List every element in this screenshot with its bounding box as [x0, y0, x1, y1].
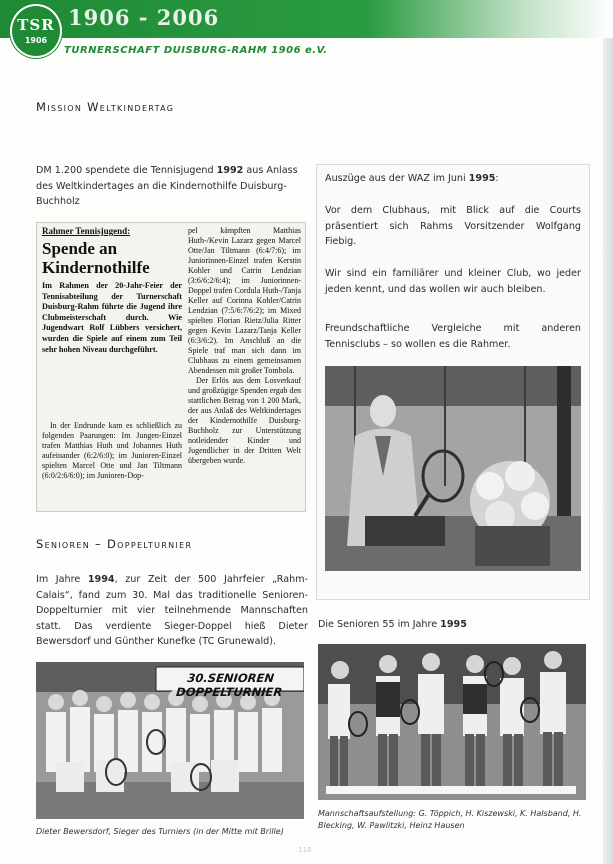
- waz-excerpt-box: [316, 164, 590, 600]
- logo-year: 1906: [24, 36, 48, 45]
- intro-year: 1992: [216, 165, 244, 176]
- clipping-p1-text: In der Endrunde kam es schließlich zu folgenden Paarungen: Im Jungen-Einzel trafen Matthias Huth und Johannes Huth aufeinander (6:2/6:0); im Junioren-Einzel spielten Marcel Otte und Jan Tiltmann (6:0/2:6/6:0); im Junioren-Dop-: [42, 421, 182, 480]
- seniors-caption: [318, 617, 598, 633]
- section-title-weltkindertag: Mission Weltkindertag: [36, 100, 175, 114]
- clipping-kicker: Rahmer Tennisjugend:: [42, 226, 131, 236]
- clipping-column-2: [188, 226, 301, 466]
- waz-quote-1: Vor dem Clubhaus, mit Blick auf die Courts präsentiert sich Rahms Vorsitzender Wolfgang Fiebig.: [325, 205, 581, 247]
- senioren-text-a: Im Jahre: [36, 574, 88, 585]
- clipping-p3-text: Der Erlös aus dem Losverkauf und großzügige Spenden ergab den stattlichen Betrag von 1 200 Mark, der aus Anlaß des Weltkindertages der Kindernothilfe Duisburg-Buchholz zur Unterstützung notleidender Kinder und Jugendlicher in der Dritten Welt übergeben wurde.: [188, 376, 301, 465]
- group-photo-caption: Dieter Bewersdorf, Sieger des Turniers (in der Mitte mit Brille): [36, 827, 284, 836]
- intro-text-a: DM 1.200 spendete die Tennisjugend: [36, 165, 217, 176]
- chairman-photo: [325, 366, 581, 571]
- clipping-headline: Spende an Kindernothilfe: [42, 239, 150, 277]
- club-logo: [10, 4, 62, 58]
- club-name: TURNERSCHAFT DUISBURG-RAHM 1906 e.V.: [64, 45, 328, 56]
- senioren-text-b: , zur Zeit der 500 Jahrfeier „Rahm-Calais“, fand zum 30. Mal das traditionelle Senioren-Doppelturnier mit vier teilnehmende Mannschaften statt. Das verdiente Sieger-Doppel hieß Dieter Bewersdorf und Günther Kunefke (TC Grunewald).: [36, 574, 309, 647]
- seniors-caption-text: Die Senioren 55 im Jahre: [318, 619, 441, 630]
- section-title-senioren: Senioren – Doppelturnier: [36, 537, 193, 551]
- clipping-p2-text: pel kämpften Matthias Huth-/Kevin Lazarz gegen Marcel Otte/Jan Tiltmann (6:4/7:6); im Juniorinnen-Einzel trafen Kerstin Kohler und Catrin Lendzian (3:6/6:2/6:4); im Juniorinnen-Doppel trafen Cordula Huth-/Tanja Keller auf Corinna Kohler/Catrin Lendzian (7:5/6:7/6:2); im Mixed spielten Florian Rietz/Julia Ritter gegen Kevin Lazarz/Tanja Keller (6:3/6:2). Im Anschluß an die Spiele traf man sich dann im Clubhaus zu einem gemeinsamen Abendessen mit großer Tombola.: [188, 226, 301, 375]
- tournament-group-photo: [36, 662, 304, 819]
- waz-quote-3: Freundschaftliche Vergleiche mit anderen Tennisclubs – so wollen es die Rahmer.: [325, 323, 581, 350]
- tournament-banner: 30.SENIOREN DOPPELTURNIER: [175, 671, 284, 699]
- intro-text-b: aus Anlass des Weltkindertages an die Kindernothilfe Duisburg-Buchholz: [36, 165, 298, 207]
- waz-year: 1995: [468, 173, 496, 184]
- seniors-caption-year: 1995: [440, 619, 467, 630]
- weltkindertag-intro: [36, 163, 304, 210]
- seniors-team-photo: [318, 644, 586, 800]
- senioren-year: 1994: [87, 574, 115, 585]
- waz-heading: [325, 171, 581, 187]
- waz-heading-text: Auszüge aus der WAZ im Juni: [325, 173, 469, 184]
- clipping-paragraph-1: [42, 421, 182, 481]
- clipping-lead: Im Rahmen der 20-Jahr-Feier der Tennisabteilung der Turnerschaft Duisburg-Rahm führte die Jugend ihre Clubmeisterschaft durch. Wie Jugendwart Rolf Lübbers versichert, wurden die Spiele auf einem zum Teil sehr hohen Niveau durchgeführt.: [42, 281, 182, 354]
- waz-heading-colon: :: [495, 173, 499, 184]
- senioren-text: [36, 572, 308, 650]
- page-number: 118: [298, 846, 312, 854]
- newspaper-clipping: [36, 222, 306, 512]
- waz-quote-2: Wir sind ein familiärer und kleiner Club, wo jeder jeden kennt, und das wollen wir auch bleiben.: [325, 268, 581, 295]
- anniversary-years: 1906 - 2006: [68, 5, 220, 30]
- page-edge: [603, 0, 613, 864]
- logo-text: TSR: [17, 16, 55, 34]
- lineup-caption: Mannschaftsaufstellung: G. Töppich, H. Kiszewski, K. Halsband, H. Blecking, W. Pawlitzki, Heinz Hausen: [318, 809, 582, 830]
